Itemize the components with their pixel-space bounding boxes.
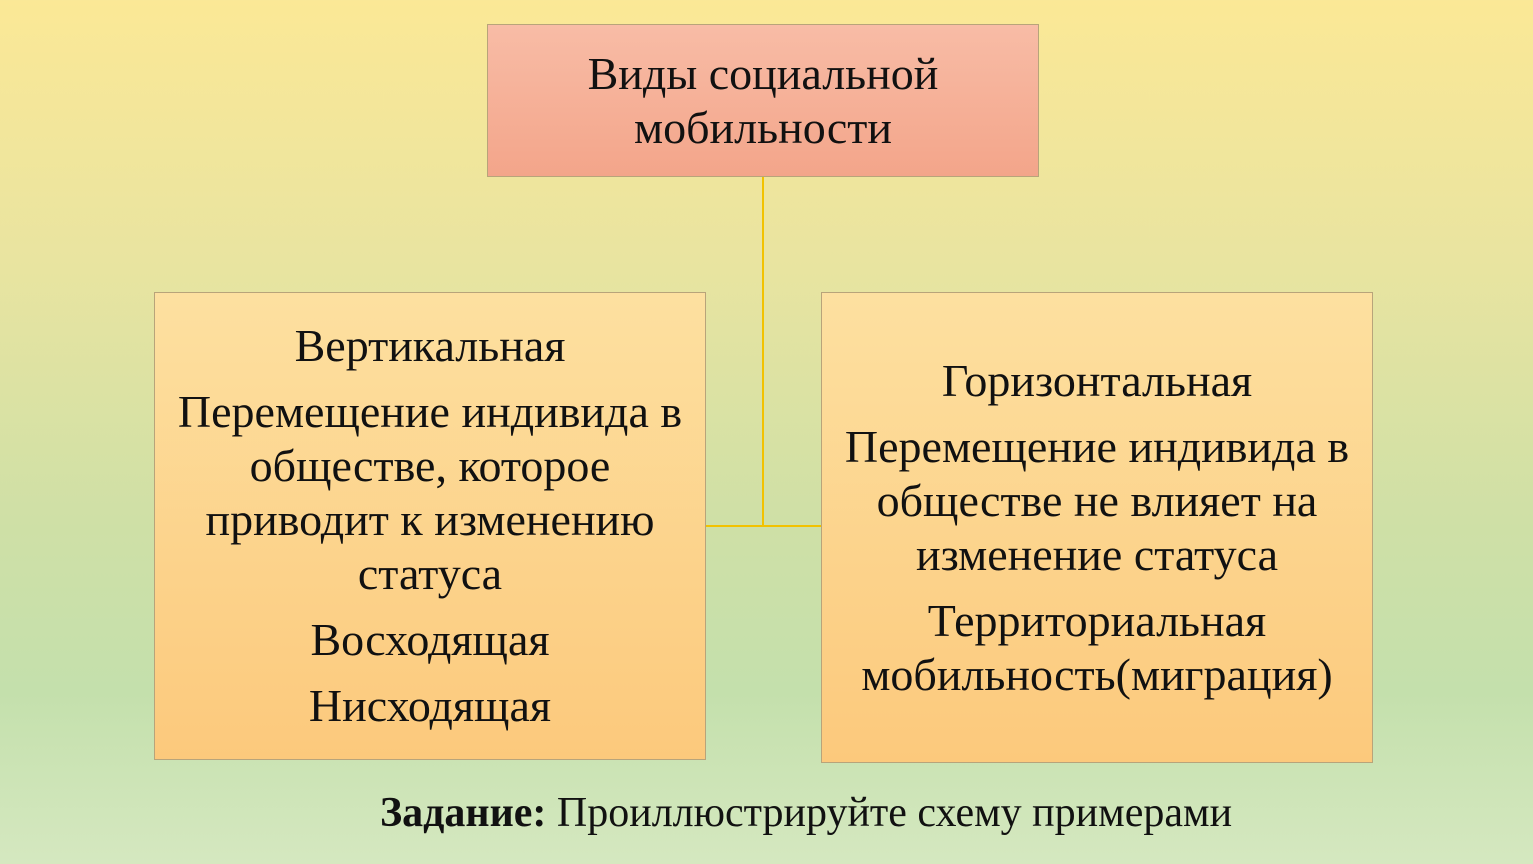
vertical-subtype-descending: Нисходящая <box>308 680 552 731</box>
root-node <box>487 24 1039 177</box>
horizontal-subtype-territorial: Территориальная мобильность(миграция) <box>861 594 1333 700</box>
vertical-description: Перемещение индивида в обществе, которое приводит к изменению статуса <box>177 386 683 599</box>
task-label: Задание: <box>379 790 547 836</box>
root-node-label: Виды социальной мобильности <box>587 47 939 153</box>
horizontal-description: Перемещение индивида в обществе не влияет на изменение статуса <box>844 420 1350 580</box>
vertical-mobility-node <box>154 292 706 760</box>
vertical-subtype-ascending: Восходящая <box>310 614 550 665</box>
task-text: Проиллюстрируйте схему примерами <box>556 790 1233 836</box>
vertical-title: Вертикальная <box>294 320 566 371</box>
horizontal-mobility-node <box>821 292 1373 763</box>
horizontal-title: Горизонтальная <box>941 354 1253 406</box>
task-caption <box>0 788 1533 838</box>
